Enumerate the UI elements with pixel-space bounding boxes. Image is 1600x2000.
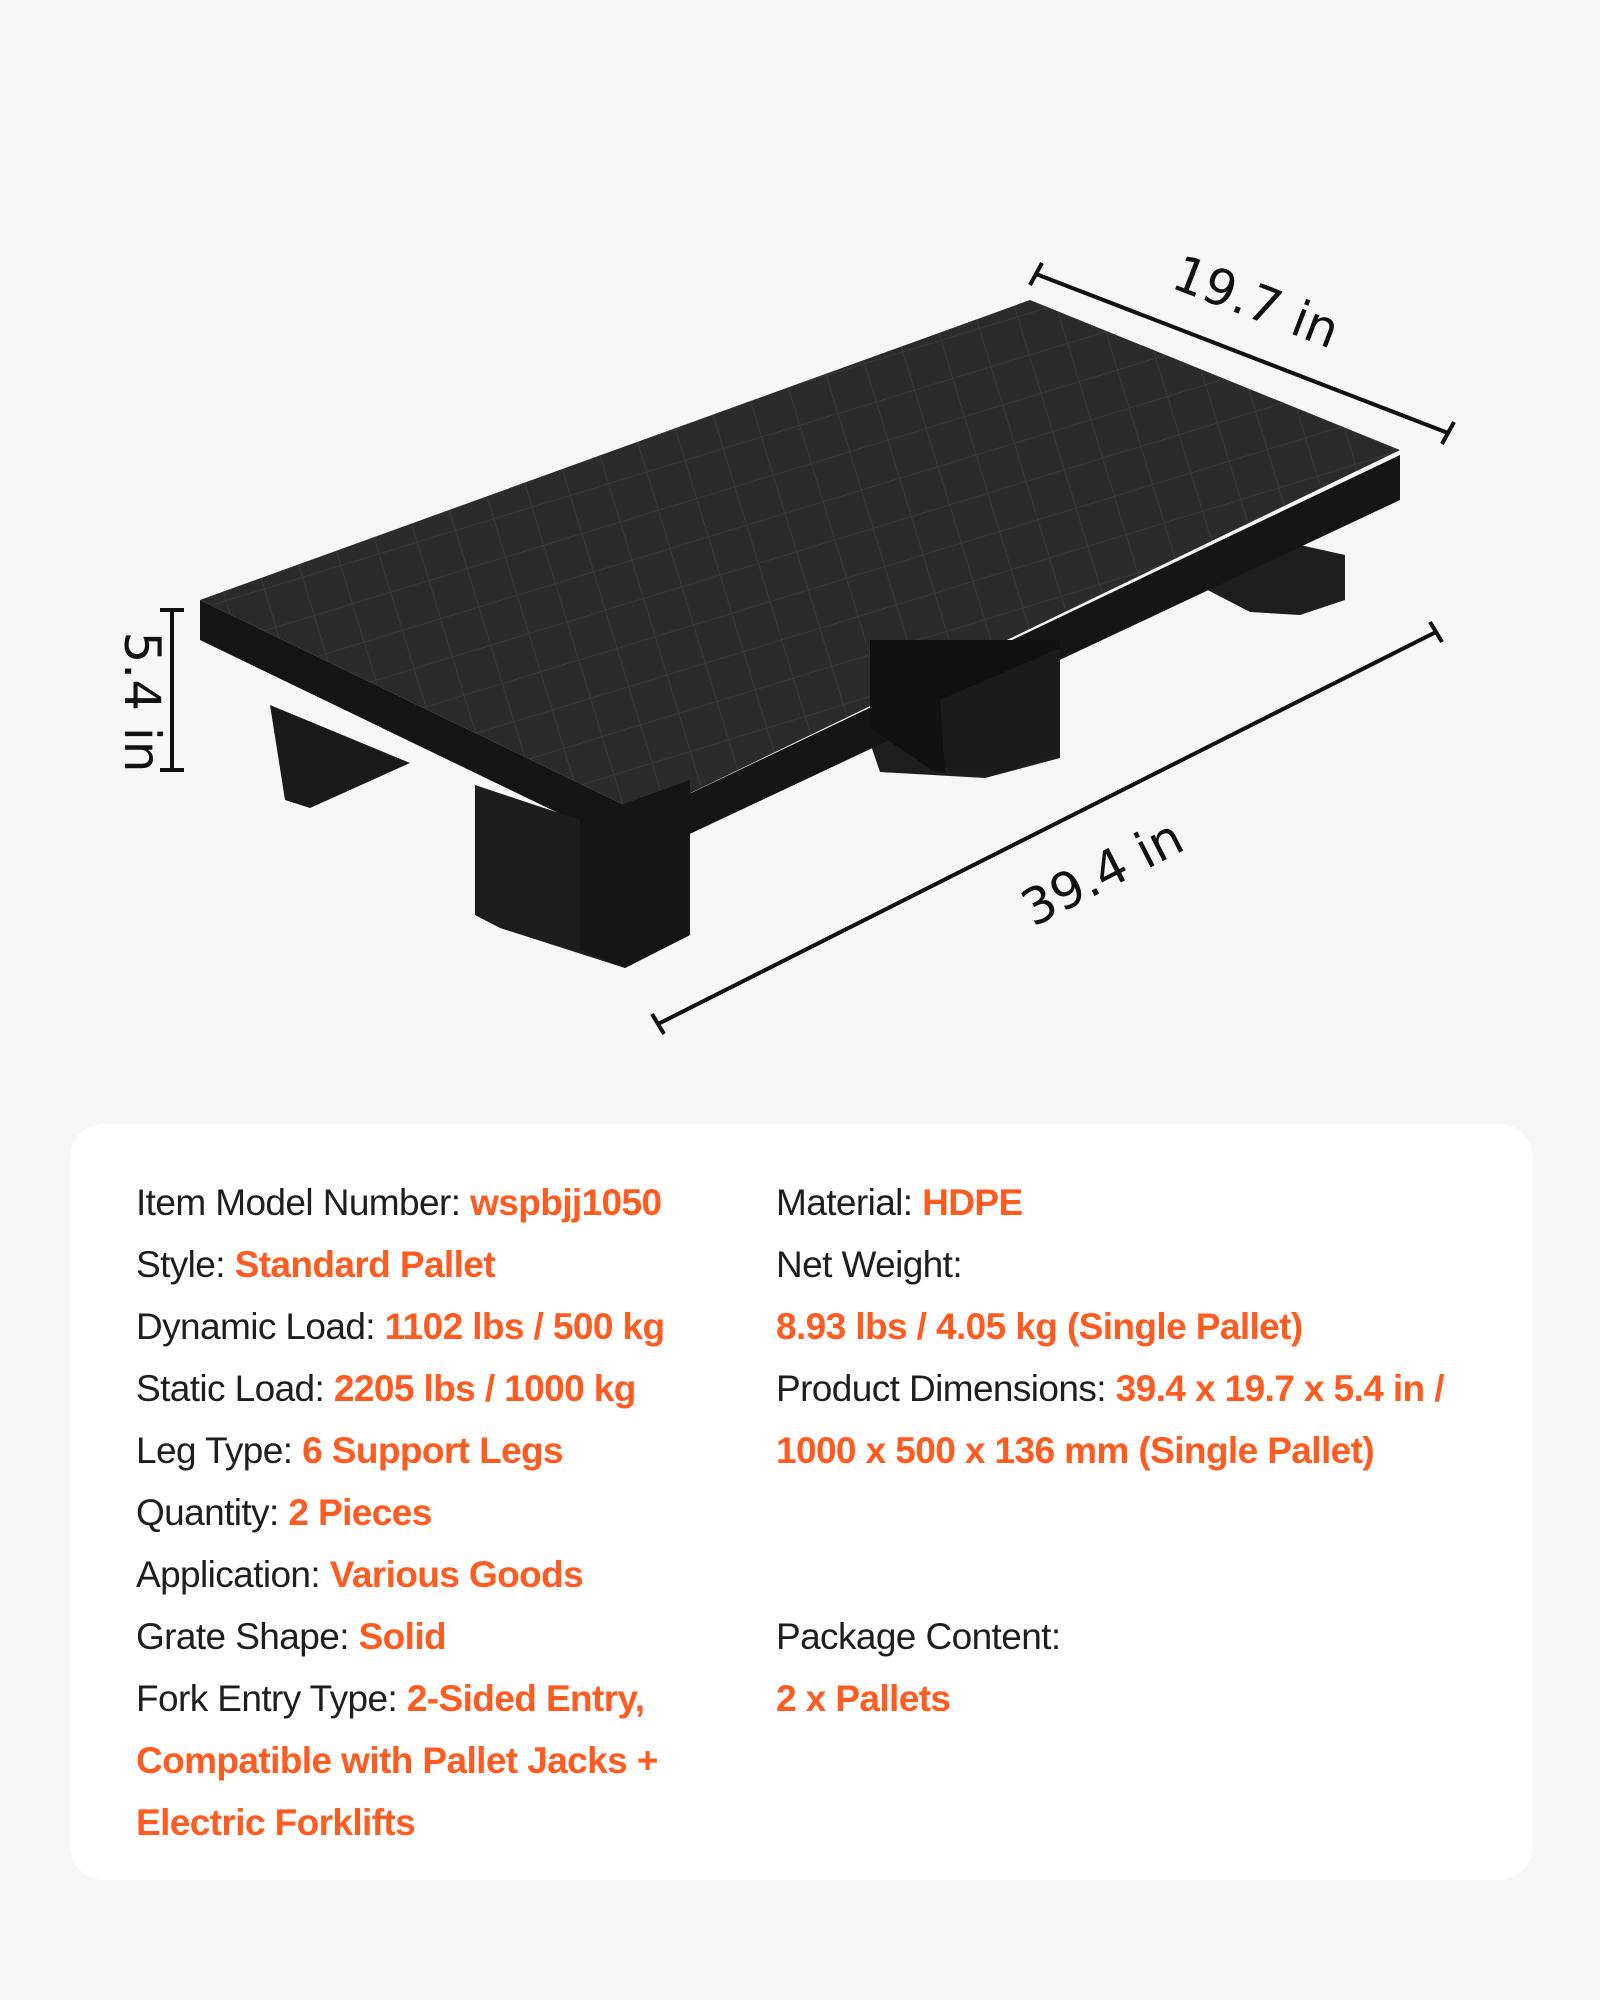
spec-style: Style: Standard Pallet (136, 1244, 495, 1285)
pallet-image (200, 300, 1400, 968)
spec-product-dimensions: Product Dimensions: 39.4 x 19.7 x 5.4 in / (776, 1368, 1444, 1409)
spec-spacer-2 (776, 1544, 1496, 1606)
spec-fork-entry-line3: Electric Forklifts (136, 1802, 416, 1843)
spec-application: Application: Various Goods (136, 1554, 584, 1595)
spec-column-right (776, 1172, 1496, 1730)
spec-fork-entry-line2: Compatible with Pallet Jacks + (136, 1740, 658, 1781)
spec-spacer-1 (776, 1482, 1496, 1544)
spec-dynamic-load: Dynamic Load: 1102 lbs / 500 kg (136, 1306, 665, 1347)
spec-leg-type: Leg Type: 6 Support Legs (136, 1430, 564, 1471)
height-dimension-label: 5.4 in (113, 631, 171, 773)
spec-column-left (136, 1172, 736, 1854)
spec-product-dimensions-line2: 1000 x 500 x 136 mm (Single Pallet) (776, 1430, 1375, 1471)
spec-net-weight-value: 8.93 lbs / 4.05 kg (Single Pallet) (776, 1306, 1303, 1347)
spec-grate-shape: Grate Shape: Solid (136, 1616, 447, 1657)
spec-quantity: Quantity: 2 Pieces (136, 1492, 432, 1533)
spec-fork-entry: Fork Entry Type: 2-Sided Entry, (136, 1678, 645, 1719)
width-dimension-label: 19.7 in (1165, 244, 1348, 361)
spec-item-model: Item Model Number: wspbjj1050 (136, 1182, 662, 1223)
spec-material: Material: HDPE (776, 1182, 1023, 1223)
height-dimension (113, 610, 184, 773)
spec-package-content-value: 2 x Pallets (776, 1678, 951, 1719)
spec-package-content-label: Package Content: (776, 1616, 1061, 1657)
spec-net-weight-label: Net Weight: (776, 1244, 963, 1285)
length-dimension-label: 39.4 in (1012, 807, 1193, 938)
spec-static-load: Static Load: 2205 lbs / 1000 kg (136, 1368, 636, 1409)
spec-card (70, 1124, 1533, 1880)
